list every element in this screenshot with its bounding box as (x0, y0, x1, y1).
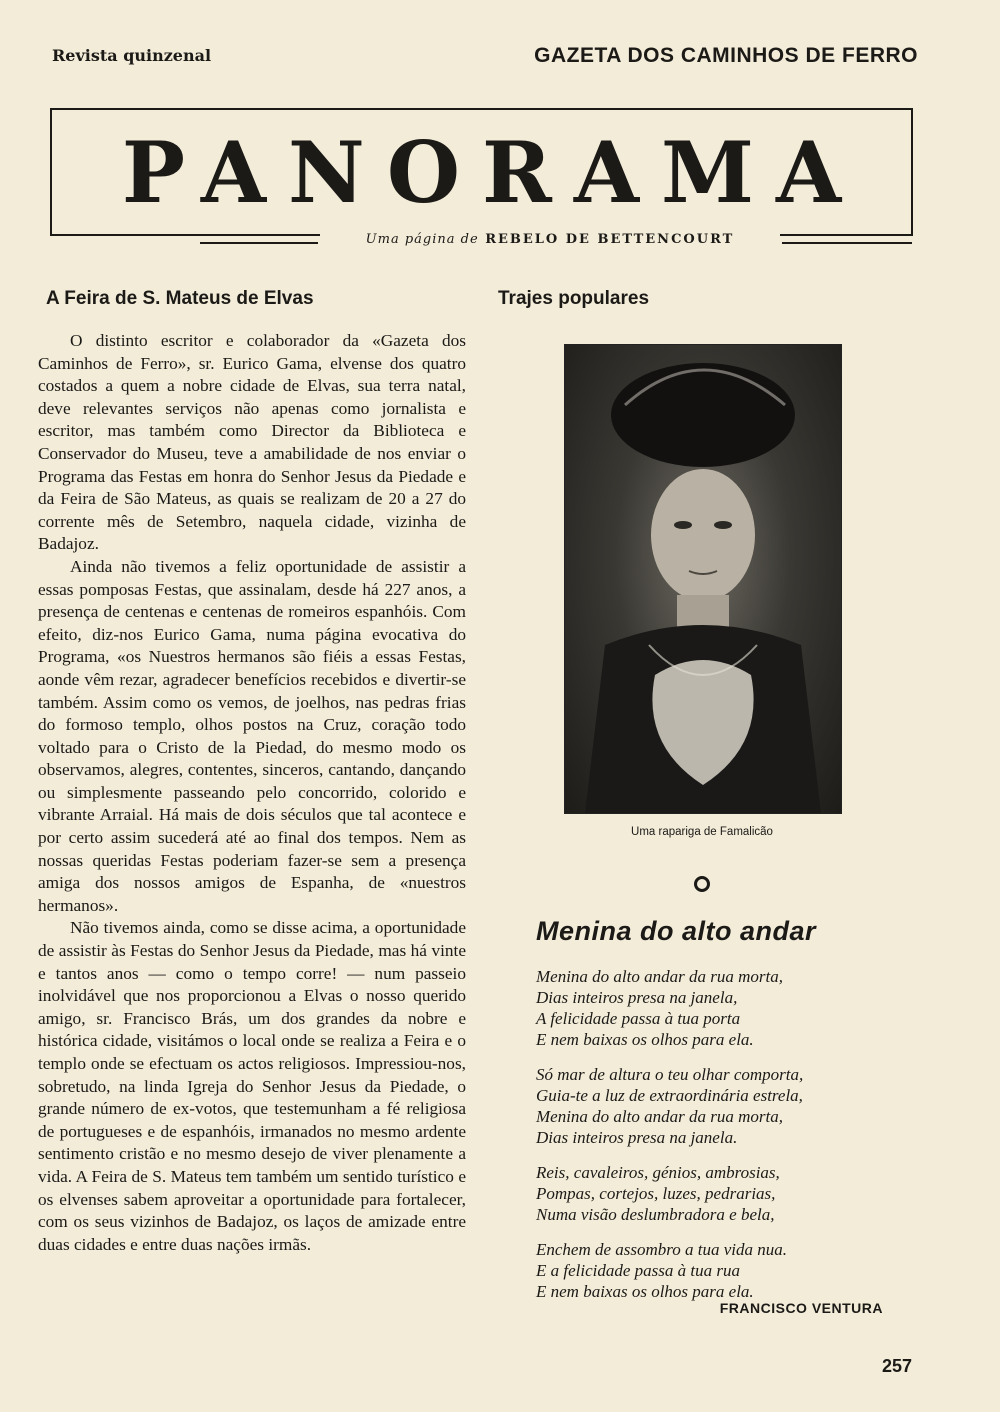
article-title: A Feira de S. Mateus de Elvas (46, 288, 314, 309)
poem-stanza (536, 1239, 916, 1302)
poem-line: Só mar de altura o teu olhar comporta, (536, 1065, 804, 1084)
portrait-photo (564, 344, 842, 814)
poem-line: Dias inteiros presa na janela, (536, 988, 738, 1007)
sidebar-column (498, 288, 913, 1316)
poem-author: FRANCISCO VENTURA (719, 1300, 883, 1316)
panorama-banner (50, 108, 913, 236)
poem-line: Menina do alto andar da rua morta, (536, 1107, 783, 1126)
ornament-icon (694, 876, 710, 892)
section-title: Trajes populares (498, 288, 650, 309)
banner-title: PANORAMA (121, 122, 864, 222)
article-paragraph: O distinto escritor e colaborador da «Gazeta dos Caminhos de Ferro», sr. Eurico Gama, elvense dos quatro costados a quem a nobre cidade de Elvas, sua terra natal, deve relevantes serviços não apenas como jornalista e escritor, mas também como Director da Biblioteca e Conservador do Museu, teve a amabilidade de nos enviar o Programa das Festas em honra do Senhor Jesus da Piedade e da Feira de São Mateus, as quais se realizam de 20 a 27 do corrente mês de Setembro, naquela cidade, vizinha de Badajoz. (38, 331, 466, 554)
byline-prefix: Uma página de (365, 232, 479, 247)
poem-stanza (536, 1064, 916, 1148)
page-number: 257 (881, 1356, 912, 1376)
poem-line: Pompas, cortejos, luzes, pedrarias, (536, 1184, 776, 1203)
poem-line: E nem baixas os olhos para ela. (536, 1030, 754, 1049)
poem-body (536, 966, 916, 1316)
article-paragraph: Ainda não tivemos a feliz oportunidade de assistir a essas pomposas Festas, que assinalam, desde há 227 anos, a presença de centenas e centenas de romeiros espanhóis. Com efeito, diz-nos Eurico Gama, numa página evocativa do Programa, «os Nuestros hermanos são fiéis a essas Festas, aonde vêm rezar, agradecer benefícios recebidos e divertir-se também. Assim como os vemos, de joelhos, nas pedras frias do formoso templo, olhos postos na Cruz, coração todo voltado para o Cristo de la Piedad, do mesmo modo os observamos, alegres, contentes, sinceros, cantando, dançando ou simplesmente passeando pelo concorrido, colorido e vibrante Arraial. Há mais de dois séculos que tal acontece e por certo assim sucederá até ao final dos tempos. Nem as nossas queridas Festas poderiam fazer-se sem a presença amiga dos nossos amigos de Espanha, de «nuestros hermanos». (38, 556, 466, 915)
byline-author: REBELO DE BETTENCOURT (485, 232, 735, 247)
poem-stanza (536, 1162, 916, 1225)
byline-rule-left (200, 242, 318, 244)
poem-line: A felicidade passa à tua porta (536, 1009, 741, 1028)
article-column (38, 288, 466, 1256)
article-body (38, 330, 466, 1256)
poem-line: Menina do alto andar da rua morta, (536, 967, 783, 986)
poem-stanza (536, 966, 916, 1050)
byline-rule-right (782, 242, 912, 244)
portrait-illustration (565, 345, 841, 813)
poem-line: E nem baixas os olhos para ela. (536, 1282, 754, 1301)
photo-caption: Uma rapariga de Famalicão (631, 826, 773, 838)
header-publication-title: GAZETA DOS CAMINHOS DE FERRO (534, 44, 918, 67)
poem-line: Enchem de assombro a tua vida nua. (536, 1240, 788, 1259)
poem-line: Reis, cavaleiros, génios, ambrosias, (536, 1163, 780, 1182)
poem-line: E a felicidade passa à tua rua (536, 1261, 740, 1280)
banner-byline (320, 232, 780, 247)
poem-line: Guia-te a luz de extraordinária estrela, (536, 1086, 803, 1105)
poem-line: Dias inteiros presa na janela. (536, 1128, 738, 1147)
poem-title: Menina do alto andar (536, 916, 817, 946)
poem-line: Numa visão deslumbradora e bela, (536, 1205, 775, 1224)
article-paragraph: Não tivemos ainda, como se disse acima, a oportunidade de assistir às Festas do Senhor Jesus da Piedade, mas há vinte e tantos anos — como o tempo corre! — num passeio inolvidável que nos proporcionou a Elvas o nosso querido amigo, sr. Francisco Brás, um dos grandes da nobre e histórica cidade, visitámos o local onde se realiza a Feira e o templo onde se efectuam os actos religiosos. Impressiou-nos, sobretudo, na linda Igreja do Senhor Jesus da Piedade, o grande número de ex-votos, que testemunham a fé religiosa de portugueses e de espanhóis, irmanados no mesmo ardente sentimento cristão e no mesmo desejo de viver plenamente a vida. A Feira de S. Mateus tem também um sentido turístico e os elvenses sabem aproveitar a oportunidade para fortalecer, com os seus vizinhos de Badajoz, os laços de amizade entre duas cidades e entre duas nações irmãs. (38, 918, 466, 1254)
header-periodicity: Revista quinzenal (52, 46, 212, 65)
